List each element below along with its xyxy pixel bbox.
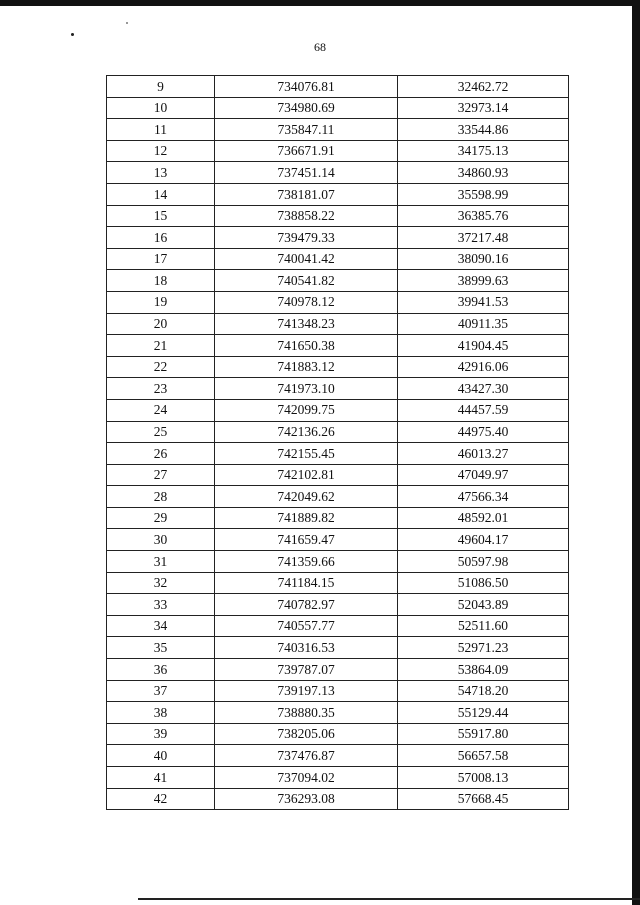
table-row bbox=[107, 594, 569, 616]
x-coordinate-cell: 740316.53 bbox=[215, 637, 398, 659]
y-coordinate-cell: 38090.16 bbox=[398, 248, 569, 270]
point-number-cell: 10 bbox=[107, 97, 215, 119]
y-coordinate-cell: 41904.45 bbox=[398, 335, 569, 357]
point-number-cell: 28 bbox=[107, 486, 215, 508]
y-coordinate-cell: 39941.53 bbox=[398, 291, 569, 313]
y-coordinate-cell: 47049.97 bbox=[398, 464, 569, 486]
y-coordinate-cell: 49604.17 bbox=[398, 529, 569, 551]
table-row bbox=[107, 356, 569, 378]
x-coordinate-cell: 736671.91 bbox=[215, 140, 398, 162]
y-coordinate-cell: 55129.44 bbox=[398, 702, 569, 724]
point-number-cell: 19 bbox=[107, 291, 215, 313]
point-number-cell: 30 bbox=[107, 529, 215, 551]
x-coordinate-cell: 738205.06 bbox=[215, 723, 398, 745]
point-number-cell: 15 bbox=[107, 205, 215, 227]
table-row bbox=[107, 378, 569, 400]
x-coordinate-cell: 738880.35 bbox=[215, 702, 398, 724]
table-row bbox=[107, 162, 569, 184]
x-coordinate-cell: 739479.33 bbox=[215, 227, 398, 249]
x-coordinate-cell: 741650.38 bbox=[215, 335, 398, 357]
y-coordinate-cell: 42916.06 bbox=[398, 356, 569, 378]
x-coordinate-cell: 741184.15 bbox=[215, 572, 398, 594]
table-row bbox=[107, 313, 569, 335]
x-coordinate-cell: 741359.66 bbox=[215, 551, 398, 573]
x-coordinate-cell: 742155.45 bbox=[215, 443, 398, 465]
y-coordinate-cell: 55917.80 bbox=[398, 723, 569, 745]
table-row bbox=[107, 486, 569, 508]
x-coordinate-cell: 742136.26 bbox=[215, 421, 398, 443]
x-coordinate-cell: 740041.42 bbox=[215, 248, 398, 270]
x-coordinate-cell: 737451.14 bbox=[215, 162, 398, 184]
x-coordinate-cell: 741348.23 bbox=[215, 313, 398, 335]
y-coordinate-cell: 57668.45 bbox=[398, 788, 569, 810]
x-coordinate-cell: 737094.02 bbox=[215, 767, 398, 789]
table-row bbox=[107, 227, 569, 249]
scan-edge-top bbox=[0, 0, 640, 6]
table-row bbox=[107, 399, 569, 421]
point-number-cell: 42 bbox=[107, 788, 215, 810]
y-coordinate-cell: 56657.58 bbox=[398, 745, 569, 767]
table-row bbox=[107, 291, 569, 313]
table-row bbox=[107, 76, 569, 98]
y-coordinate-cell: 53864.09 bbox=[398, 659, 569, 681]
point-number-cell: 40 bbox=[107, 745, 215, 767]
point-number-cell: 13 bbox=[107, 162, 215, 184]
x-coordinate-cell: 740978.12 bbox=[215, 291, 398, 313]
table-row bbox=[107, 183, 569, 205]
x-coordinate-cell: 739787.07 bbox=[215, 659, 398, 681]
y-coordinate-cell: 46013.27 bbox=[398, 443, 569, 465]
table-row bbox=[107, 723, 569, 745]
table-row bbox=[107, 529, 569, 551]
page-number: 68 bbox=[314, 40, 326, 54]
x-coordinate-cell: 738181.07 bbox=[215, 183, 398, 205]
point-number-cell: 32 bbox=[107, 572, 215, 594]
point-number-cell: 23 bbox=[107, 378, 215, 400]
point-number-cell: 41 bbox=[107, 767, 215, 789]
table-row bbox=[107, 788, 569, 810]
x-coordinate-cell: 741889.82 bbox=[215, 507, 398, 529]
point-number-cell: 11 bbox=[107, 119, 215, 141]
y-coordinate-cell: 54718.20 bbox=[398, 680, 569, 702]
point-number-cell: 36 bbox=[107, 659, 215, 681]
point-number-cell: 18 bbox=[107, 270, 215, 292]
scan-edge-bottom bbox=[138, 898, 640, 900]
table-row bbox=[107, 421, 569, 443]
table-row bbox=[107, 464, 569, 486]
table-row bbox=[107, 270, 569, 292]
y-coordinate-cell: 43427.30 bbox=[398, 378, 569, 400]
point-number-cell: 17 bbox=[107, 248, 215, 270]
x-coordinate-cell: 740782.97 bbox=[215, 594, 398, 616]
x-coordinate-cell: 737476.87 bbox=[215, 745, 398, 767]
coordinate-table bbox=[106, 75, 569, 810]
point-number-cell: 25 bbox=[107, 421, 215, 443]
y-coordinate-cell: 36385.76 bbox=[398, 205, 569, 227]
table-row bbox=[107, 572, 569, 594]
coordinate-table-body bbox=[107, 76, 569, 810]
x-coordinate-cell: 742049.62 bbox=[215, 486, 398, 508]
table-row bbox=[107, 637, 569, 659]
table-row bbox=[107, 97, 569, 119]
x-coordinate-cell: 734076.81 bbox=[215, 76, 398, 98]
point-number-cell: 29 bbox=[107, 507, 215, 529]
table-row bbox=[107, 551, 569, 573]
y-coordinate-cell: 37217.48 bbox=[398, 227, 569, 249]
y-coordinate-cell: 32973.14 bbox=[398, 97, 569, 119]
y-coordinate-cell: 52043.89 bbox=[398, 594, 569, 616]
table-row bbox=[107, 659, 569, 681]
y-coordinate-cell: 57008.13 bbox=[398, 767, 569, 789]
x-coordinate-cell: 742102.81 bbox=[215, 464, 398, 486]
table-row bbox=[107, 335, 569, 357]
point-number-cell: 22 bbox=[107, 356, 215, 378]
point-number-cell: 26 bbox=[107, 443, 215, 465]
x-coordinate-cell: 738858.22 bbox=[215, 205, 398, 227]
x-coordinate-cell: 735847.11 bbox=[215, 119, 398, 141]
y-coordinate-cell: 52971.23 bbox=[398, 637, 569, 659]
point-number-cell: 39 bbox=[107, 723, 215, 745]
y-coordinate-cell: 44975.40 bbox=[398, 421, 569, 443]
y-coordinate-cell: 48592.01 bbox=[398, 507, 569, 529]
point-number-cell: 16 bbox=[107, 227, 215, 249]
y-coordinate-cell: 44457.59 bbox=[398, 399, 569, 421]
y-coordinate-cell: 35598.99 bbox=[398, 183, 569, 205]
point-number-cell: 34 bbox=[107, 615, 215, 637]
point-number-cell: 9 bbox=[107, 76, 215, 98]
point-number-cell: 12 bbox=[107, 140, 215, 162]
table-row bbox=[107, 615, 569, 637]
point-number-cell: 24 bbox=[107, 399, 215, 421]
table-row bbox=[107, 140, 569, 162]
y-coordinate-cell: 47566.34 bbox=[398, 486, 569, 508]
point-number-cell: 38 bbox=[107, 702, 215, 724]
point-number-cell: 20 bbox=[107, 313, 215, 335]
table-row bbox=[107, 205, 569, 227]
point-number-cell: 21 bbox=[107, 335, 215, 357]
x-coordinate-cell: 739197.13 bbox=[215, 680, 398, 702]
table-row bbox=[107, 507, 569, 529]
y-coordinate-cell: 33544.86 bbox=[398, 119, 569, 141]
y-coordinate-cell: 34860.93 bbox=[398, 162, 569, 184]
table-row bbox=[107, 680, 569, 702]
y-coordinate-cell: 32462.72 bbox=[398, 76, 569, 98]
y-coordinate-cell: 52511.60 bbox=[398, 615, 569, 637]
point-number-cell: 14 bbox=[107, 183, 215, 205]
point-number-cell: 27 bbox=[107, 464, 215, 486]
table-row bbox=[107, 767, 569, 789]
x-coordinate-cell: 741883.12 bbox=[215, 356, 398, 378]
x-coordinate-cell: 741659.47 bbox=[215, 529, 398, 551]
x-coordinate-cell: 740557.77 bbox=[215, 615, 398, 637]
scan-speck bbox=[126, 22, 128, 24]
table-row bbox=[107, 702, 569, 724]
y-coordinate-cell: 50597.98 bbox=[398, 551, 569, 573]
point-number-cell: 35 bbox=[107, 637, 215, 659]
x-coordinate-cell: 734980.69 bbox=[215, 97, 398, 119]
y-coordinate-cell: 40911.35 bbox=[398, 313, 569, 335]
table-row bbox=[107, 119, 569, 141]
scan-edge-right bbox=[632, 0, 640, 905]
y-coordinate-cell: 51086.50 bbox=[398, 572, 569, 594]
table-row bbox=[107, 443, 569, 465]
y-coordinate-cell: 34175.13 bbox=[398, 140, 569, 162]
x-coordinate-cell: 741973.10 bbox=[215, 378, 398, 400]
table-row bbox=[107, 745, 569, 767]
point-number-cell: 37 bbox=[107, 680, 215, 702]
point-number-cell: 33 bbox=[107, 594, 215, 616]
y-coordinate-cell: 38999.63 bbox=[398, 270, 569, 292]
scan-speck bbox=[71, 33, 74, 36]
table-row bbox=[107, 248, 569, 270]
point-number-cell: 31 bbox=[107, 551, 215, 573]
x-coordinate-cell: 736293.08 bbox=[215, 788, 398, 810]
x-coordinate-cell: 740541.82 bbox=[215, 270, 398, 292]
x-coordinate-cell: 742099.75 bbox=[215, 399, 398, 421]
